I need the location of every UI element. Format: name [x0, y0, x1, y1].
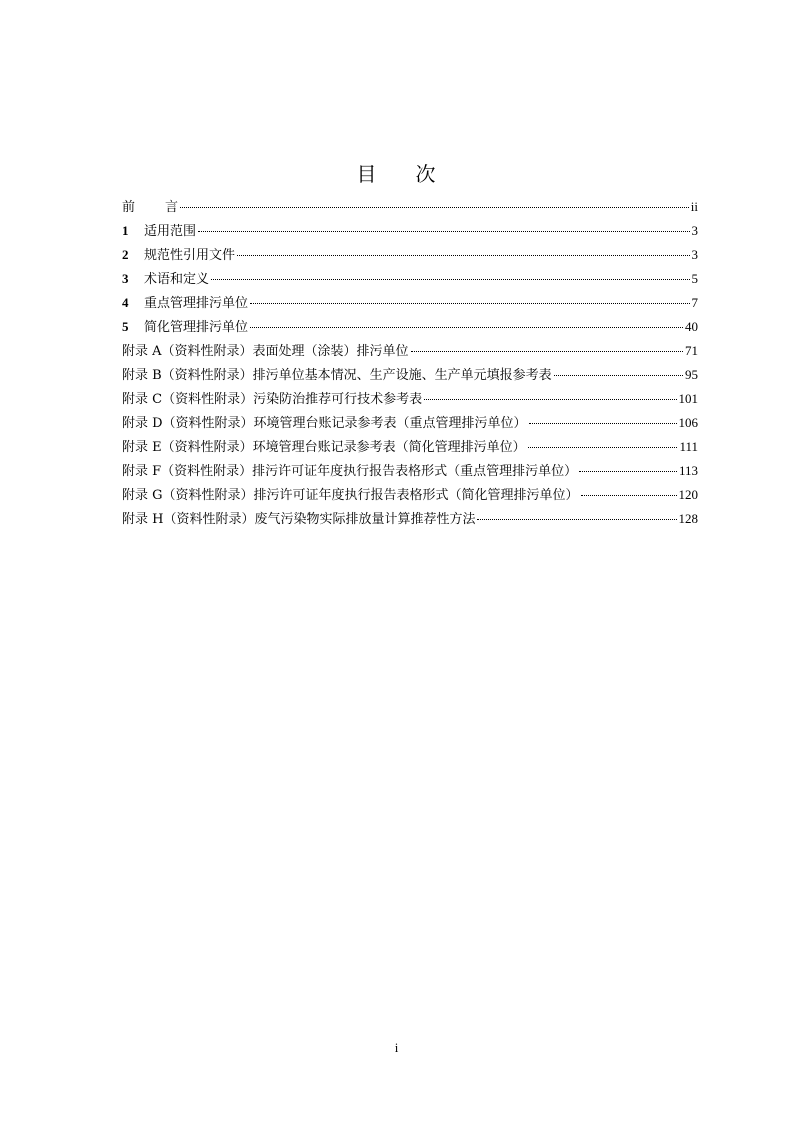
toc-entry-page: 3 [691, 223, 698, 238]
toc-entry-2[interactable] [122, 244, 698, 268]
toc-entry-label: 前 言 [122, 200, 179, 215]
toc-entry-appendix-b[interactable] [122, 364, 698, 388]
toc-entry-page: 3 [691, 247, 698, 262]
toc-entry-number: 5 [122, 319, 129, 334]
toc-leader-dots [581, 495, 677, 496]
toc-entry-label: 附录 E（资料性附录）环境管理台账记录参考表（简化管理排污单位） [122, 440, 526, 455]
toc-entry-appendix-c[interactable] [122, 388, 698, 412]
toc-entry-number: 1 [122, 223, 129, 238]
toc-entry-appendix-e[interactable] [122, 436, 698, 460]
toc-entry-page: 106 [678, 415, 698, 430]
toc-title-char-2: 次 [415, 162, 437, 186]
toc-entry-label: 术语和定义 [144, 272, 210, 287]
toc-entry-label: 附录 H（资料性附录）废气污染物实际排放量计算推荐性方法 [122, 512, 476, 527]
toc-leader-dots [529, 423, 677, 424]
toc-entry-label: 重点管理排污单位 [144, 296, 249, 311]
toc-entry-3[interactable] [122, 268, 698, 292]
toc-entry-page: 95 [685, 367, 698, 382]
toc-title-char-1: 目 [356, 162, 378, 186]
table-of-contents [122, 196, 698, 532]
toc-entry-label: 附录 A（资料性附录）表面处理（涂装）排污单位 [122, 344, 409, 359]
toc-entry-page: 7 [691, 295, 698, 310]
toc-entry-page: 113 [678, 463, 698, 478]
page-number: i [394, 1040, 399, 1055]
toc-leader-dots [180, 207, 689, 208]
toc-entry-page: 128 [678, 511, 698, 526]
toc-leader-dots [211, 279, 689, 280]
toc-leader-dots [198, 231, 689, 232]
toc-entry-1[interactable] [122, 220, 698, 244]
toc-entry-appendix-g[interactable] [122, 484, 698, 508]
toc-entry-appendix-d[interactable] [122, 412, 698, 436]
toc-entry-label: 附录 D（资料性附录）环境管理台账记录参考表（重点管理排污单位） [122, 416, 527, 431]
toc-entry-page: 40 [685, 319, 698, 334]
toc-leader-dots [424, 399, 676, 400]
toc-entry-label: 适用范围 [144, 224, 197, 239]
toc-entry-page: 5 [691, 271, 698, 286]
toc-leader-dots [554, 375, 683, 376]
toc-entry-label: 规范性引用文件 [144, 248, 236, 263]
toc-leader-dots [579, 471, 677, 472]
toc-entry-number: 4 [122, 295, 129, 310]
toc-leader-dots [477, 519, 676, 520]
toc-entry-page: 120 [678, 487, 698, 502]
toc-entry-4[interactable] [122, 292, 698, 316]
toc-leader-dots [411, 351, 683, 352]
toc-leader-dots [250, 303, 689, 304]
toc-entry-page: 111 [679, 439, 698, 454]
toc-entry-page: ii [690, 199, 698, 214]
toc-entry-5[interactable] [122, 316, 698, 340]
toc-entry-number: 2 [122, 247, 129, 262]
toc-entry-label: 简化管理排污单位 [144, 320, 249, 335]
toc-entry-page: 101 [678, 391, 698, 406]
toc-title [0, 158, 793, 187]
toc-entry-appendix-f[interactable] [122, 460, 698, 484]
toc-entry-label: 附录 C（资料性附录）污染防治推荐可行技术参考表 [122, 392, 423, 407]
toc-leader-dots [250, 327, 683, 328]
toc-entry-label: 附录 B（资料性附录）排污单位基本情况、生产设施、生产单元填报参考表 [122, 368, 552, 383]
toc-entry-label: 附录 F（资料性附录）排污许可证年度执行报告表格形式（重点管理排污单位） [122, 464, 578, 479]
toc-entry-foreword[interactable] [122, 196, 698, 220]
toc-entry-appendix-h[interactable] [122, 508, 698, 532]
toc-entry-appendix-a[interactable] [122, 340, 698, 364]
toc-leader-dots [528, 447, 678, 448]
toc-leader-dots [237, 255, 689, 256]
toc-entry-label: 附录 G（资料性附录）排污许可证年度执行报告表格形式（简化管理排污单位） [122, 488, 579, 503]
toc-entry-page: 71 [685, 343, 698, 358]
toc-entry-number: 3 [122, 271, 129, 286]
